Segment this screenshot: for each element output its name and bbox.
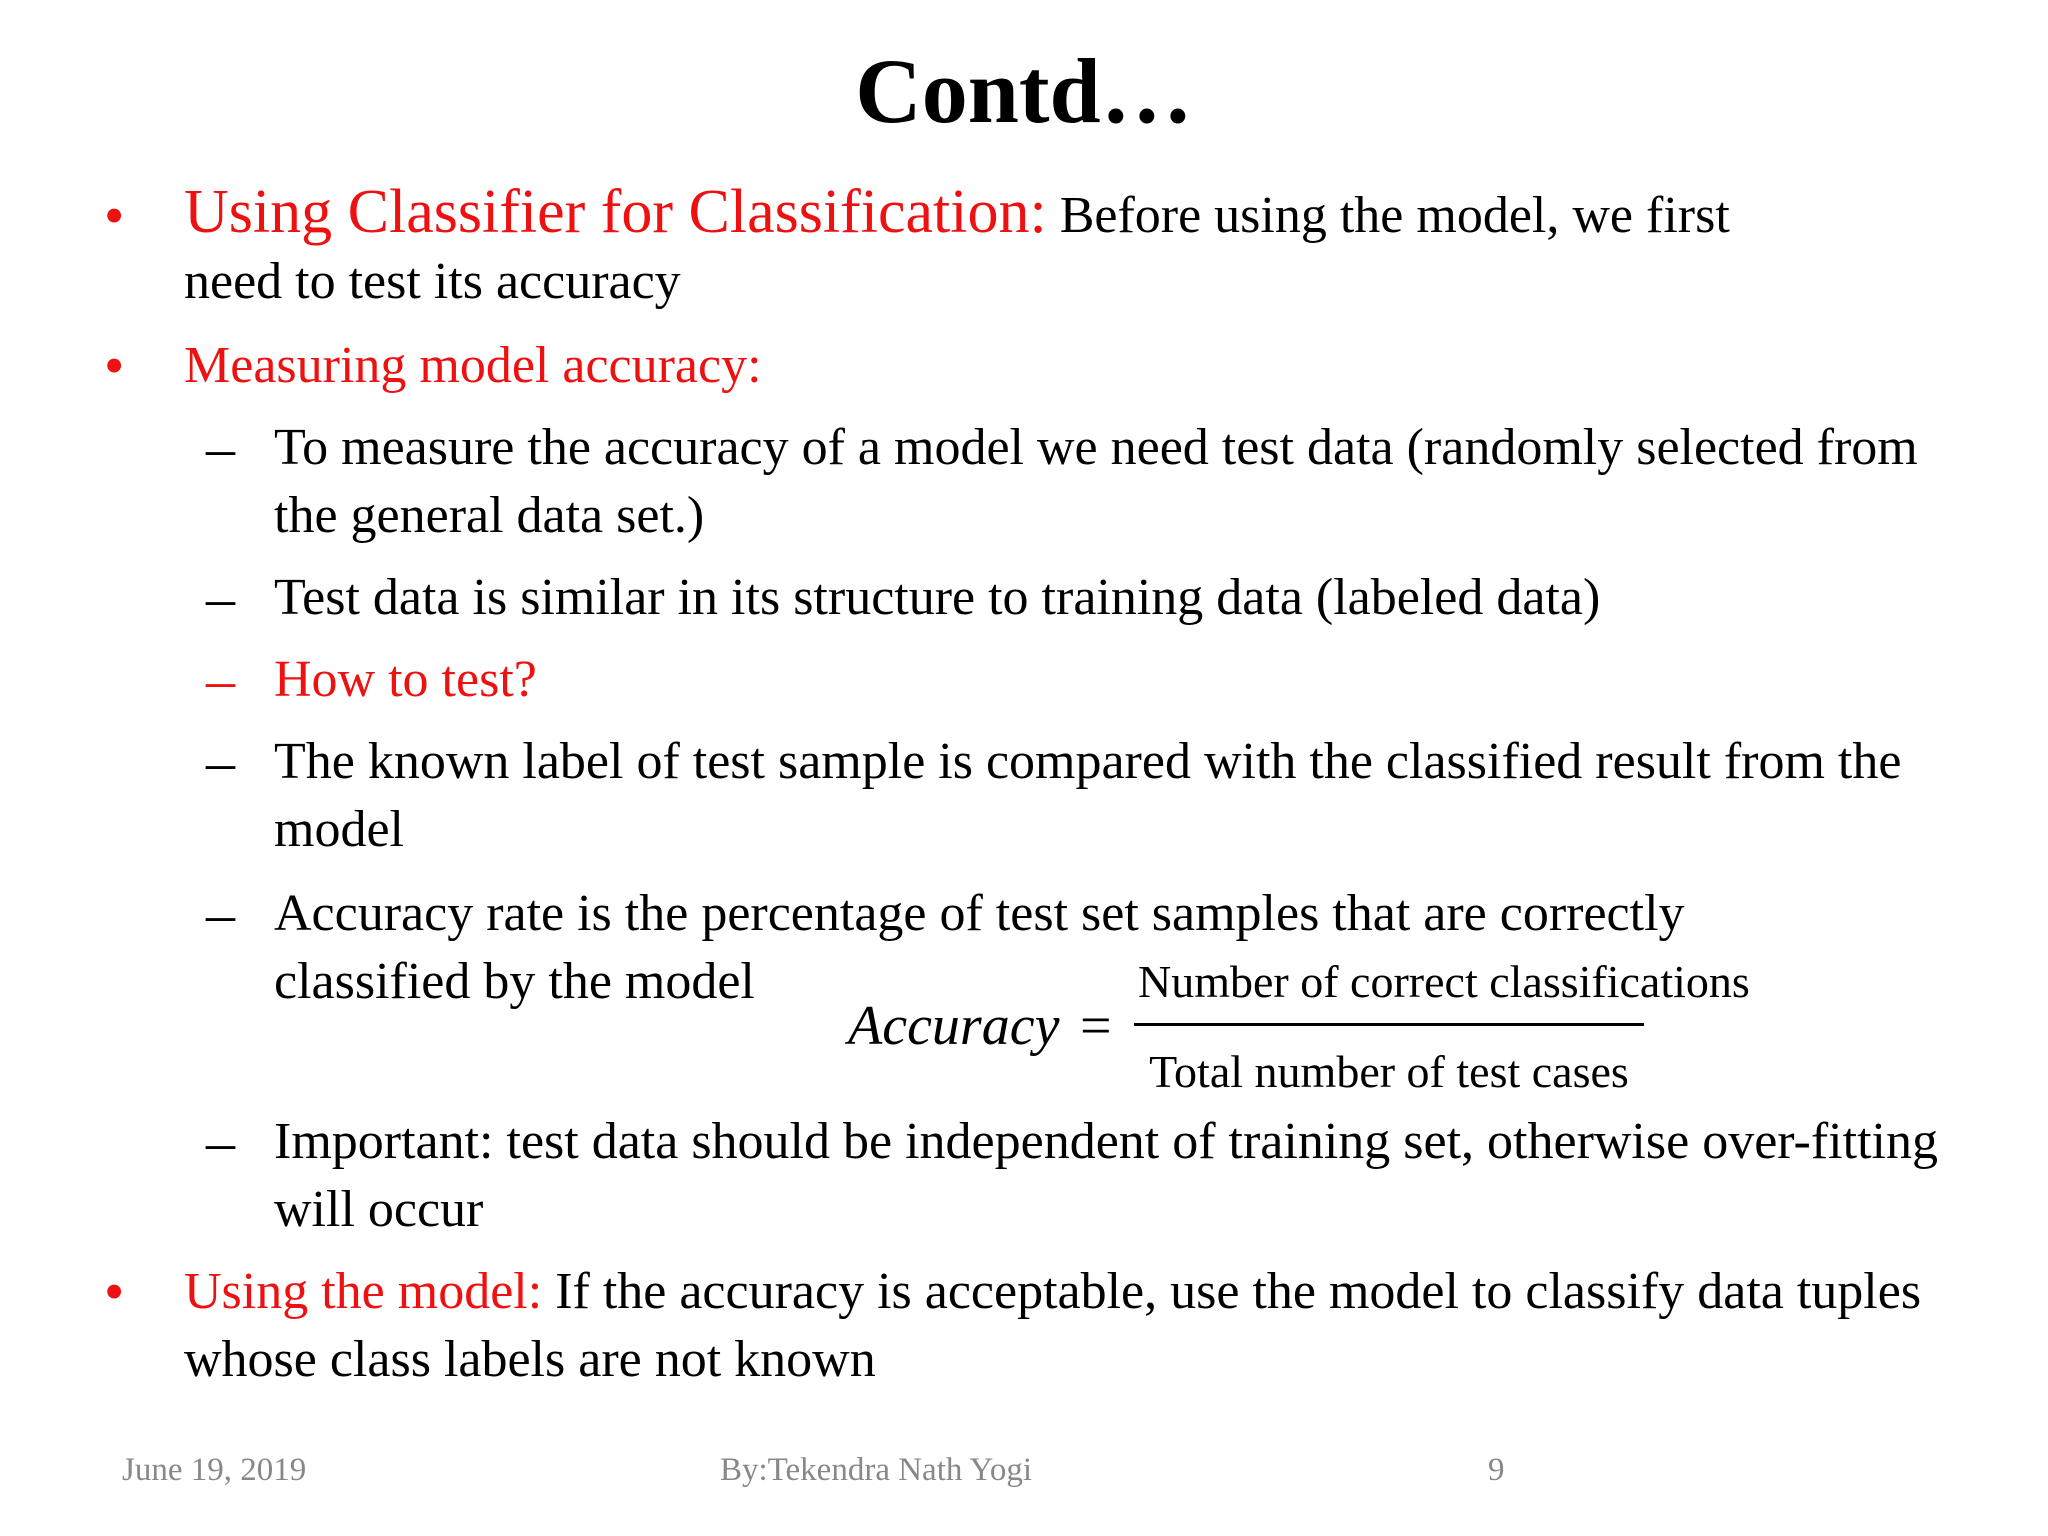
bullet-heading: Measuring model accuracy: xyxy=(184,337,762,394)
slide-title: Contd… xyxy=(855,40,1193,142)
sub-bullet-dash-icon: – xyxy=(206,881,235,946)
formula-lhs: Accuracy xyxy=(848,995,1060,1057)
formula-fraction-bar xyxy=(1134,1023,1644,1026)
sub-bullet-text: Important: test data should be independent of training set, otherwise over-fitting will occur xyxy=(274,1113,1938,1238)
accuracy-formula xyxy=(848,954,1798,1104)
sub-bullet-text: Test data is similar in its structure to training data (labeled data) xyxy=(274,569,1601,626)
formula-denominator: Total number of test cases xyxy=(1149,1046,1629,1097)
sub-bullet-dash-icon: – xyxy=(206,1109,235,1174)
bullet-text xyxy=(184,178,1984,250)
bullet-heading: Using Classifier for Classification: xyxy=(184,178,1047,246)
footer-date: June 19, 2019 xyxy=(122,1452,307,1488)
sub-bullet-text-continued: classified by the model xyxy=(274,953,755,1010)
sub-bullet-text: To measure the accuracy of a model we need test data (randomly selected from the general data set.) xyxy=(274,419,1918,544)
formula-numerator: Number of correct classifications xyxy=(1138,956,1750,1007)
bullet-dot-icon: • xyxy=(104,333,125,398)
sub-bullet-dash-icon: – xyxy=(206,415,235,480)
formula-equals: = xyxy=(1080,995,1112,1057)
footer-page-number: 9 xyxy=(1488,1452,1505,1488)
bullet-body: Before using the model, we first xyxy=(1046,187,1730,244)
sub-bullet-dash-icon: – xyxy=(206,647,235,712)
bullet-dot-icon: • xyxy=(104,183,125,248)
sub-bullet-dash-icon: – xyxy=(206,729,235,794)
sub-bullet-dash-icon: – xyxy=(206,565,235,630)
bullet-text xyxy=(184,1258,1984,1394)
bullet-dot-icon: • xyxy=(104,1259,125,1324)
bullet-heading: Using the model: xyxy=(184,1263,543,1320)
bullet-body-continued: need to test its accuracy xyxy=(184,253,681,310)
sub-bullet-text: The known label of test sample is compared with the classified result from the model xyxy=(274,733,1902,858)
sub-bullet-text: Accuracy rate is the percentage of test set samples that are correctly xyxy=(274,885,1685,942)
sub-bullet-text: How to test? xyxy=(274,651,537,708)
bullet-body: If the accuracy is acceptable, use the model to classify data tuples whose class labels are not known xyxy=(184,1263,1922,1388)
footer-author: By:Tekendra Nath Yogi xyxy=(720,1452,1033,1488)
